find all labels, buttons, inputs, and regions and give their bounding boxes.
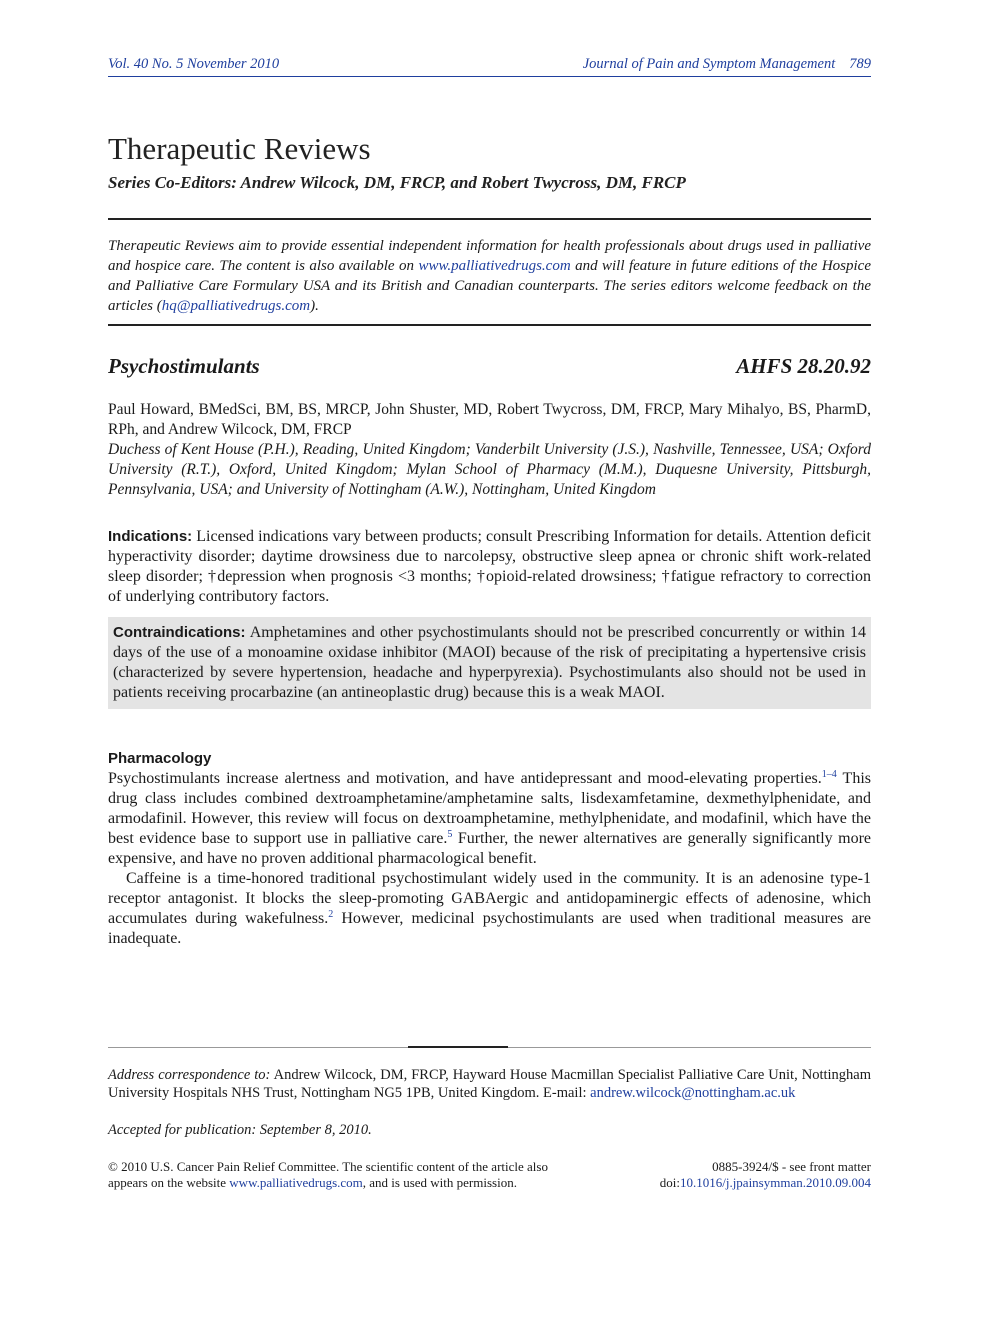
intro-text-3: ). [310, 298, 319, 314]
issn-doi-block [590, 1159, 871, 1191]
pharmacology-paragraph-2 [108, 869, 871, 949]
contraindications-label: Contraindications: [113, 624, 246, 641]
accepted-date: Accepted for publication: September 8, 2010. [108, 1122, 372, 1138]
intro-text: Therapeutic Reviews aim to provide essential independent information for health professionals about drugs used in palliative and hospice care. The content is also available on [108, 238, 871, 274]
article-title-row [108, 354, 871, 382]
footnote-rule-accent [408, 1046, 508, 1048]
contraindications-text: Amphetamines and other psychostimulants should not be prescribed concurrently or within 14 days of the use of a monoamine oxidase inhibitor (MAOI) because of the risk of precipitating a hypertensive crisis (characterized by severe hypertension, headache and hyperpyrexia). Psychostimulants also should not be used in patients receiving procarbazine (an antineoplastic drug) because this is a weak MAOI. [113, 624, 866, 701]
citation-ref[interactable]: 5 [447, 829, 453, 840]
doi-link[interactable]: 10.1016/j.jpainsymman.2010.09.004 [679, 1175, 871, 1190]
p2-text-b: However, medicinal psychostimulants are used when traditional measures are inadequate. [108, 910, 872, 947]
copyright-text: © 2010 U.S. Cancer Pain Relief Committee. The scientific content of the article also appears on the website [108, 1159, 548, 1190]
correspondence-label: Address correspondence to: [108, 1067, 271, 1083]
copyright-website-link[interactable]: www.palliativedrugs.com [229, 1175, 363, 1190]
journal-info [583, 56, 871, 73]
running-header [108, 56, 871, 76]
journal-name: Journal of Pain and Symptom Management [582, 56, 836, 72]
author-email-link[interactable]: andrew.wilcock@nottingham.ac.uk [590, 1085, 796, 1101]
correspondence-text: Andrew Wilcock, DM, FRCP, Hayward House Macmillan Specialist Palliative Care Unit, Nottingham University Hospitals NHS Trust, Nottingham NG5 1PB, United Kingdom. E-mail: [108, 1067, 871, 1101]
copyright-text-2: , and is used with permission. [362, 1175, 517, 1190]
issn-line: 0885-3924/$ - see front matter [712, 1159, 871, 1174]
doi-line [590, 1175, 871, 1191]
pharmacology-body [108, 769, 871, 949]
p2-text-a: Caffeine is a time-honored traditional psychostimulant widely used in the community. It is an adenosine type-1 receptor antagonist. It blocks the sleep-promoting GABAergic and antidopaminergic effects of adenosine, which accumulates during wakefulness. [108, 870, 871, 927]
author-affiliations: Duchess of Kent House (P.H.), Reading, United Kingdom; Vanderbilt University (J.S.), Nashville, Tennessee, USA; Oxford University (R.T.), Oxford, United Kingdom; Mylan School of Pharmacy (M.M.), Duquesne University, Pittsburgh, Pennsylvania, USA; and University of Nottingham (A.W.), Nottingham, United Kingdom [108, 441, 871, 498]
correspondence-note [108, 1066, 871, 1102]
feedback-email-link[interactable]: hq@palliativedrugs.com [161, 298, 311, 314]
pharmacology-paragraph-1 [108, 769, 871, 869]
p1-text-a: Psychostimulants increase alertness and motivation, and have antidepressant and mood-elevating properties. [108, 770, 822, 787]
section-title: Therapeutic Reviews [108, 131, 371, 166]
citation-ref[interactable]: 1–4 [821, 769, 837, 780]
indications-paragraph [108, 527, 871, 607]
copyright-notice [108, 1159, 588, 1191]
intro-paragraph [108, 236, 871, 316]
ahfs-code: AHFS 28.20.92 [736, 354, 871, 378]
intro-text-2: and will feature in future editions of the Hospice and Palliative Care Formulary USA and its British and Canadian counterparts. The series editors welcome feedback on the articles ( [108, 258, 871, 314]
header-rule [108, 76, 871, 77]
contraindications-box [108, 617, 871, 709]
palliativedrugs-link[interactable]: www.palliativedrugs.com [418, 258, 571, 274]
footnote-rule [108, 1047, 871, 1048]
divider-bottom [108, 324, 871, 326]
p1-text-c: Further, the newer alternatives are generally significantly more expensive, and have no proven additional pharmacological benefit. [108, 830, 871, 867]
pharmacology-heading: Pharmacology [108, 750, 212, 767]
volume-info: Vol. 40 No. 5 November 2010 [108, 56, 280, 72]
divider-top [108, 218, 871, 220]
indications-text: Licensed indications vary between products; consult Prescribing Information for details. Attention deficit hyperactivity disorder; daytime drowsiness due to narcolepsy, obstructive sleep apnea or chronic shift work-related sleep disorder; †depression when prognosis <3 months; †opioid-related drowsiness; †fatigue refractory to correction of underlying contributory factors. [108, 528, 871, 605]
p1-text-b: This drug class includes combined dextroamphetamine/amphetamine salts, lisdexamfetamine, dexmethylphenidate, and armodafinil. However, this review will focus on dextroamphetamine, methylphenidate, and modafinil, which have the best evidence base to support use in palliative care. [108, 770, 872, 847]
article-title: Psychostimulants [108, 354, 260, 378]
doi-label: doi: [659, 1175, 680, 1190]
series-editors: Series Co-Editors: Andrew Wilcock, DM, FRCP, and Robert Twycross, DM, FRCP [108, 173, 686, 192]
page-number: 789 [849, 56, 871, 72]
indications-label: Indications: [108, 528, 193, 545]
citation-ref[interactable]: 2 [328, 909, 334, 920]
author-list: Paul Howard, BMedSci, BM, BS, MRCP, John Shuster, MD, Robert Twycross, DM, FRCP, Mary Mihalyo, BS, PharmD, RPh, and Andrew Wilcock, DM, FRCP [108, 401, 871, 438]
